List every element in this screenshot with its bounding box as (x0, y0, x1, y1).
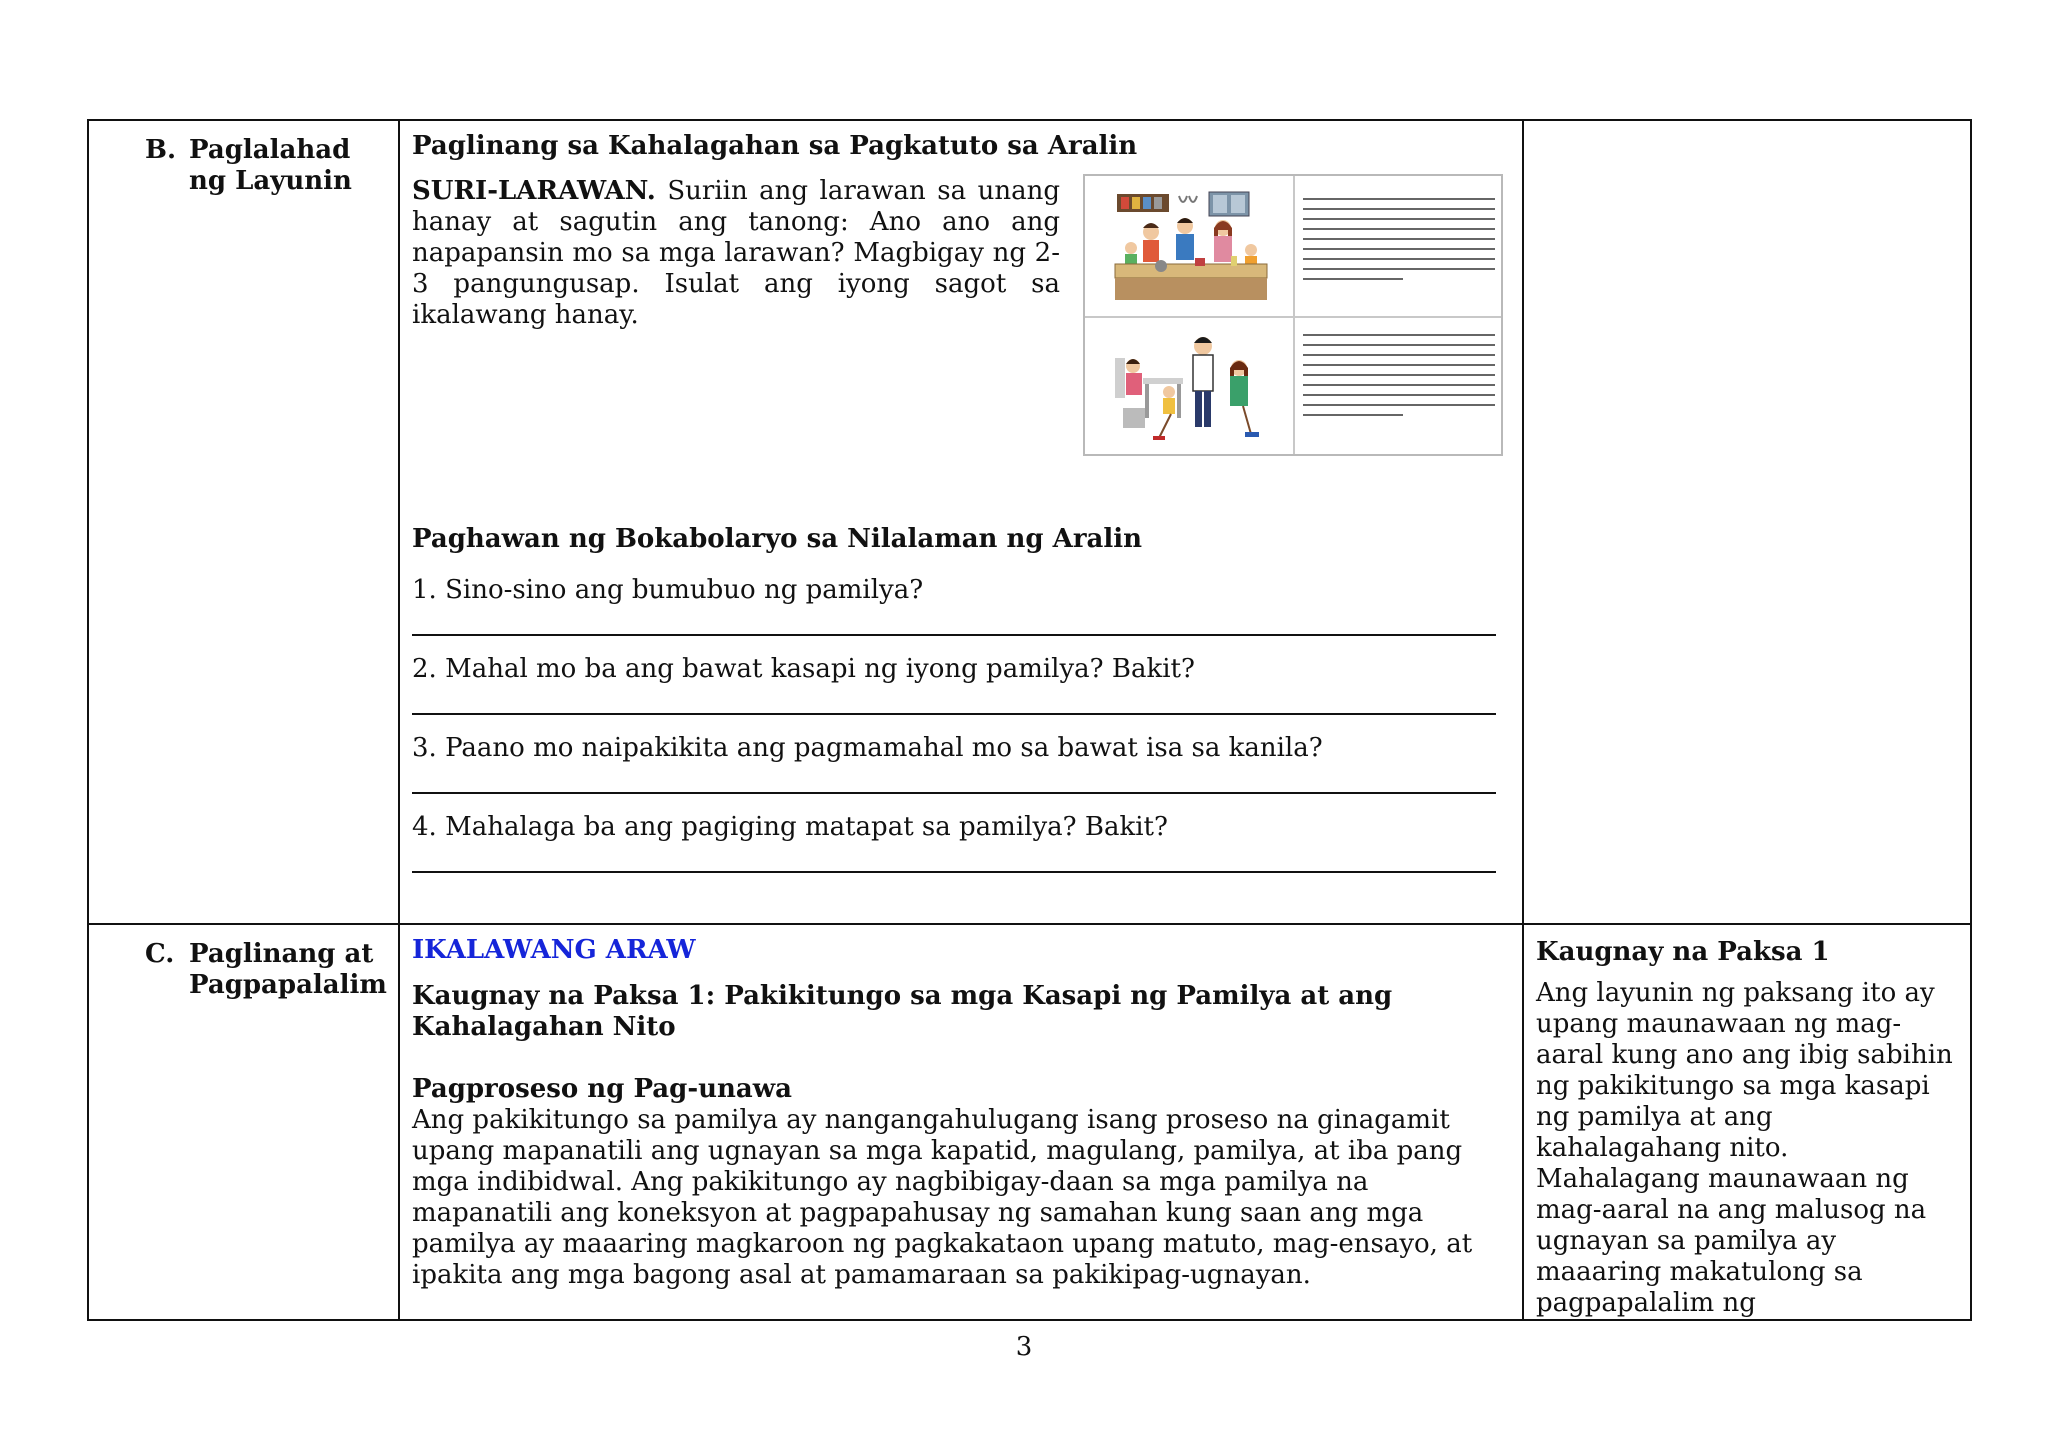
process-heading: Pagproseso ng Pag-unawa (412, 1074, 792, 1104)
topic-heading: Kaugnay na Paksa 1: Pakikitungo sa mga Kasapi ng Pamilya at ang Kahalagahan Nito (412, 981, 1393, 1042)
section-b-content-cell (399, 120, 1523, 924)
suri-larawan-text: Suriin ang larawan sa unang hanay at sagutin ang tanong: Ano ano ang napapansin mo sa mga larawan? Magbigay ng 2-3 pangungusap. Isulat ang iyong sagot sa ikalawang hanay. (412, 176, 1061, 330)
answer-line-2[interactable] (412, 713, 1496, 715)
note-heading: Kaugnay na Paksa 1 (1536, 937, 1830, 967)
section-c-row (88, 924, 1971, 1320)
section-c-label-cell (88, 924, 399, 1320)
family-cooking-picture (1111, 186, 1271, 304)
question-4: 4. Mahalaga ba ang pagiging matapat sa pamilya? Bakit? (412, 812, 1168, 842)
suri-larawan-title: SURI-LARAWAN. (412, 176, 656, 206)
suri-larawan-instructions (412, 176, 1060, 331)
page-number: 3 (1015, 1332, 1033, 1362)
section-b-label: Paglalahad ng Layunin (189, 135, 352, 196)
section-b-letter: B. (145, 135, 177, 165)
section-c-content-cell (399, 924, 1523, 1320)
process-paragraph: Ang pakikitungo sa pamilya ay nangangahulugang isang proseso na ginagamit upang mapanatili ang ugnayan sa mga kapatid, magulang, pamilya, at iba pang mga indibidwal. Ang pakikitungo ay nagbibigay-daan sa mga pamilya na mapanatili ang koneksyon at pagpapahusay ng samahan kung saan ang mga pamilya ay maaaring magkaroon ng pagkakataon upang matuto, mag-ensayo, at ipakita ang mga bagong asal at pamamaraan sa pakikipag-ugnayan. (412, 1105, 1473, 1290)
suri-larawan-worksheet (1083, 174, 1503, 456)
section-c-letter: C. (145, 939, 175, 969)
vocabulary-heading: Paghawan ng Bokabolaryo sa Nilalaman ng Aralin (412, 524, 1143, 554)
question-2: 2. Mahal mo ba ang bawat kasapi ng iyong pamilya? Bakit? (412, 654, 1195, 684)
answer-line-1[interactable] (412, 634, 1496, 636)
day-heading: IKALAWANG ARAW (412, 935, 696, 965)
section-b-notes-cell (1523, 120, 1971, 924)
section-b-heading: Paglinang sa Kahalagahan sa Pagkatuto sa Aralin (412, 131, 1138, 161)
lesson-table (87, 119, 1972, 1321)
section-c-notes-cell (1523, 924, 1971, 1320)
answer-line-4[interactable] (412, 871, 1496, 873)
section-b-row (88, 120, 1971, 924)
answer-lines-top (1303, 198, 1495, 288)
answer-line-3[interactable] (412, 792, 1496, 794)
note-paragraph: Ang layunin ng paksang ito ay upang maunawaan ng mag-aaral kung ano ang ibig sabihin ng pakikitungo sa mga kasapi ng pamilya at ang kahalagahang nito. Mahalagang maunawaan ng mag-aaral na ang malusog na ugnayan sa pamilya ay maaaring makatulong sa pagpapalalim ng (1536, 978, 1953, 1318)
section-c-label: Paglinang at Pagpapalalim (189, 939, 387, 1000)
question-1: 1. Sino-sino ang bumubuo ng pamilya? (412, 575, 924, 605)
question-3: 3. Paano mo naipakikita ang pagmamahal mo sa bawat isa sa kanila? (412, 733, 1323, 763)
section-b-label-cell (88, 120, 399, 924)
answer-lines-bottom (1303, 334, 1495, 424)
family-cleaning-picture (1111, 328, 1271, 446)
